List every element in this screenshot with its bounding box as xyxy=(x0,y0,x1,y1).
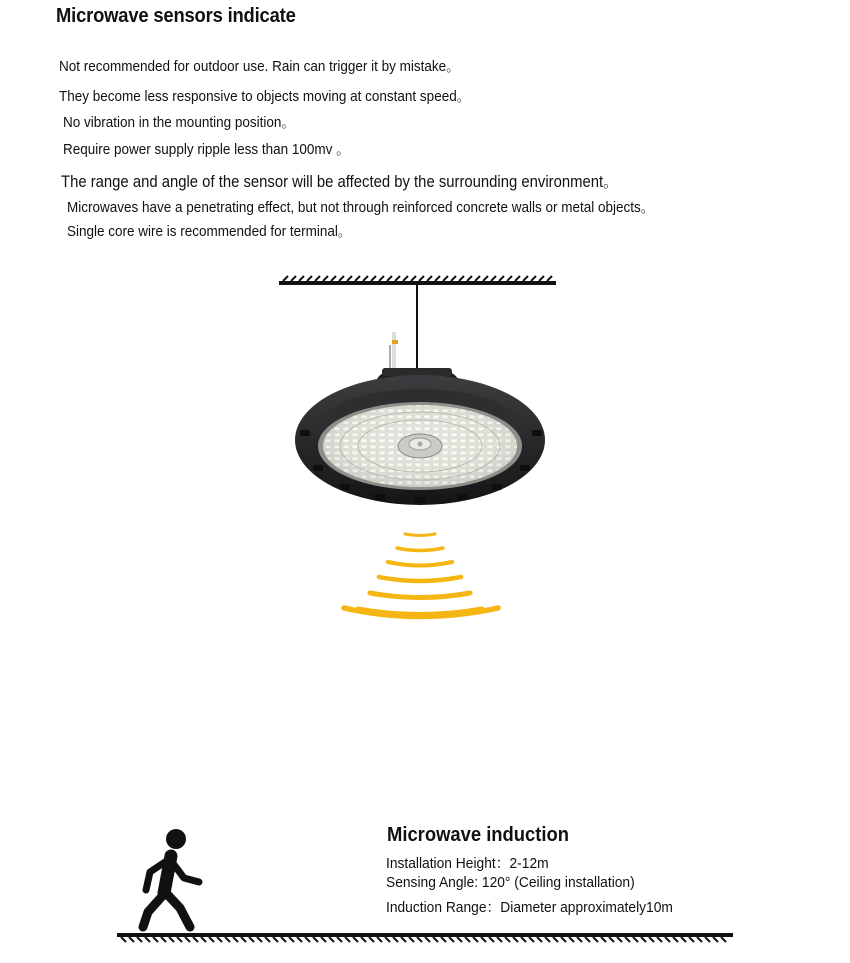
installation-height: Installation Height：2-12m xyxy=(386,855,549,872)
note-penetration: Microwaves have a penetrating effect, but not through reinforced concrete walls or metal objects。 xyxy=(67,199,655,216)
sensing-angle: Sensing Angle: 120° (Ceiling installation) xyxy=(386,874,635,891)
note-constant-speed: They become less responsive to objects moving at constant speed。 xyxy=(59,88,471,105)
note-environment: The range and angle of the sensor will be affected by the surrounding environment。 xyxy=(61,173,618,191)
induction-title: Microwave induction xyxy=(387,824,569,846)
high-bay-light xyxy=(295,285,545,505)
ceiling-hatch xyxy=(279,276,556,285)
note-ripple: Require power supply ripple less than 100mv 。 xyxy=(63,141,350,158)
note-outdoor: Not recommended for outdoor use. Rain can trigger it by mistake。 xyxy=(59,58,460,75)
walking-person-icon xyxy=(143,829,199,927)
induction-range: Induction Range：Diameter approximately10m xyxy=(386,899,673,916)
page-title: Microwave sensors indicate xyxy=(56,5,296,27)
note-wire: Single core wire is recommended for terminal。 xyxy=(67,223,352,240)
ground-hatch xyxy=(117,933,733,942)
microwave-wave-icon xyxy=(344,534,500,620)
note-vibration: No vibration in the mounting position。 xyxy=(63,114,295,131)
